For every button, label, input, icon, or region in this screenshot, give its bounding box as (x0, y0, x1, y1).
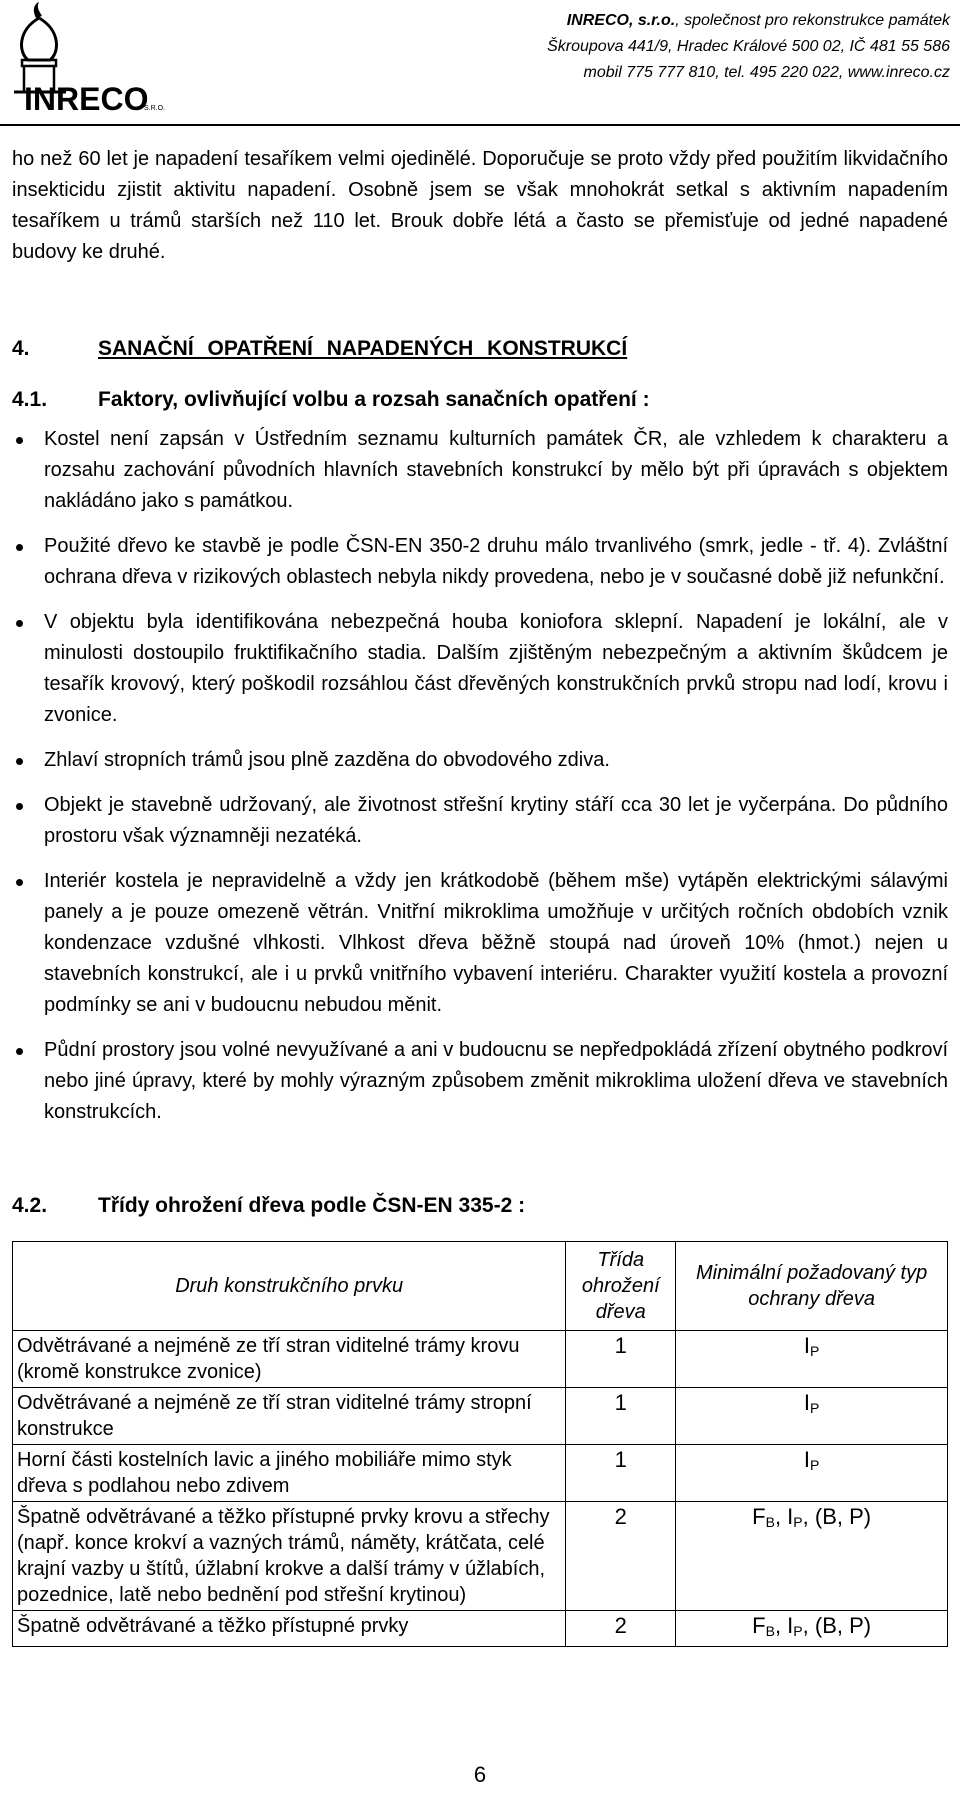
page-header (0, 0, 960, 128)
table-row (13, 1502, 948, 1611)
cell-protection (676, 1611, 948, 1647)
section-number: 4.2. (12, 1194, 48, 1217)
section-number: 4. (12, 337, 30, 360)
column-header: Druh konstrukčního prvku (13, 1242, 566, 1331)
company-logo (6, 0, 176, 118)
list-item (12, 531, 948, 593)
list-item (12, 866, 948, 1021)
list-item-text: Interiér kostela je nepravidelně a vždy jen krátkodobě (během mše) vytápěn elektrickými sálavými panely a je pouze omezeně větrán. Vnitřní mikroklima umožňuje v určitých ročních obdobích vznik kondenzace vzdušné vlhkosti. Vlhkost dřeva běžně stoupá nad úroveň 10% (hmot.) nejen u stavebních konstrukcí, ale i u prvků vnitřního vybavení interiéru. Charakter využití kostela a provozní podmínky se ani v budoucnu nebudou měnit. (44, 870, 948, 1016)
table-row (13, 1331, 948, 1388)
section-4-2-heading (12, 1194, 525, 1218)
cell-protection (676, 1388, 948, 1445)
list-item (12, 745, 948, 776)
section-title: Faktory, ovlivňující volbu a rozsah sanačních opatření : (98, 388, 650, 411)
company-name: INRECO, s.r.o. (566, 12, 676, 29)
list-item-text: Objekt je stavebně udržovaný, ale životnost střešní krytiny stáří cca 30 let je vyčerpána. Do půdního prostoru však významněji nezatéká. (44, 794, 948, 847)
company-contact: mobil 775 777 810, tel. 495 220 022, www.inreco.cz (583, 64, 950, 81)
bullet-icon (16, 437, 23, 444)
bullet-icon (16, 803, 23, 810)
cell-element: Špatně odvětrávané a těžko přístupné prvky krovu a střechy (např. konce krokví a vazných trámů, náměty, krátčata, celé krajní vazby u štítů, úžlabní krokve a další trámy v úžlabích, pozednice, latě nebo bednění pod střešní krytinou) (13, 1502, 566, 1611)
section-title: Třídy ohrožení dřeva podle ČSN-EN 335-2 : (98, 1194, 526, 1217)
protection-main: I (803, 1333, 811, 1358)
list-item-text: Zhlaví stropních trámů jsou plně zazděna do obvodového zdiva. (44, 749, 610, 771)
wood-hazard-table (12, 1241, 948, 1647)
cell-element: Horní části kostelních lavic a jiného mobiliáře mimo styk dřeva s podlahou nebo zdivem (13, 1445, 566, 1502)
logo-suffix: S.R.O. (144, 105, 166, 112)
protection-sub: P (810, 1343, 820, 1359)
cell-element: Odvětrávané a nejméně ze tří stran viditelné trámy stropní konstrukce (13, 1388, 566, 1445)
table-row (13, 1388, 948, 1445)
company-line (547, 8, 950, 34)
protection-main: I (803, 1390, 811, 1415)
protection-rest: , I (774, 1504, 794, 1529)
list-item-text: Kostel není zapsán v Ústředním seznamu kulturních památek ČR, ale vzhledem k charakteru a rozsahu zachování původních hlavních stavebních konstrukcí by mělo být při úpravách s objektem nakládáno jako s památkou. (44, 428, 948, 512)
table-row (13, 1611, 948, 1647)
column-header: Třída ohrožení dřeva (566, 1242, 676, 1331)
protection-sub: B (765, 1623, 775, 1639)
section-title: SANAČNÍ OPATŘENÍ NAPADENÝCH KONSTRUKCÍ (98, 337, 628, 360)
bullet-icon (16, 544, 23, 551)
cell-protection (676, 1502, 948, 1611)
table-row (13, 1445, 948, 1502)
list-item-text: V objektu byla identifikována nebezpečná houba koniofora sklepní. Napadení je lokální, ale v minulosti dostoupilo fruktifikačního stadia. Dalším zjištěným nebezpečným a aktivním škůdcem je tesařík krovový, který poškodil rozsáhlou část dřevěných konstrukčních prvků stropu nad lodí, krovu i zvonice. (44, 611, 948, 726)
bullet-icon (16, 620, 23, 627)
bullet-icon (16, 1048, 23, 1055)
protection-tail: , (B, P) (802, 1613, 872, 1638)
cell-class: 1 (566, 1331, 676, 1388)
cell-class: 2 (566, 1502, 676, 1611)
section-number: 4.1. (12, 388, 48, 411)
protection-main: F (752, 1613, 766, 1638)
list-item (12, 424, 948, 517)
page-number: 6 (473, 1762, 487, 1787)
section-4-1-heading (12, 388, 650, 412)
bullet-icon (16, 879, 23, 886)
protection-sub: P (810, 1457, 820, 1473)
cell-protection (676, 1331, 948, 1388)
cell-class: 1 (566, 1388, 676, 1445)
company-address: Škroupova 441/9, Hradec Králové 500 02, IČ 481 55 586 (547, 38, 950, 55)
logo-text: INRECO (24, 81, 149, 117)
header-divider (0, 124, 960, 126)
cell-class: 2 (566, 1611, 676, 1647)
intro-paragraph: ho než 60 let je napadení tesaříkem velmi ojedinělé. Doporučuje se proto vždy před použitím likvidačního insekticidu zjistit aktivitu napadení. Osobně jsem se však mnohokrát setkal s aktivním napadením tesaříkem u trámů starších než 110 let. Brouk dobře létá a často se přemisťuje od jedné napadené budovy ke druhé. (12, 148, 948, 263)
protection-sub: P (810, 1400, 820, 1416)
column-header: Minimální požadovaný typ ochrany dřeva (676, 1242, 948, 1331)
cell-element: Odvětrávané a nejméně ze tří stran viditelné trámy krovu (kromě konstrukce zvonice) (13, 1331, 566, 1388)
list-item-text: Použité dřevo ke stavbě je podle ČSN-EN 350-2 druhu málo trvanlivého (smrk, jedle - tř. 4). Zvláštní ochrana dřeva v rizikových oblastech nebyla nikdy provedena, nebo je v současné době již nefunkční. (44, 535, 948, 588)
protection-main: F (752, 1504, 766, 1529)
table-header-row (13, 1242, 948, 1331)
protection-main: I (803, 1447, 811, 1472)
list-item (12, 607, 948, 731)
logo-icon (6, 0, 176, 118)
bullet-icon (16, 758, 23, 765)
cell-class: 1 (566, 1445, 676, 1502)
section-4-heading (12, 337, 627, 361)
cell-protection (676, 1445, 948, 1502)
list-item (12, 790, 948, 852)
company-info (547, 8, 950, 86)
company-desc: , společnost pro rekonstrukce památek (675, 12, 950, 29)
list-item (12, 1035, 948, 1128)
protection-rest: , I (774, 1613, 794, 1638)
protection-tail: , (B, P) (802, 1504, 872, 1529)
factors-list (12, 424, 948, 1142)
protection-sub: P (793, 1514, 803, 1530)
cell-element: Špatně odvětrávané a těžko přístupné prvky (13, 1611, 566, 1647)
list-item-text: Půdní prostory jsou volné nevyužívané a ani v budoucnu se nepředpokládá zřízení obytného podkroví nebo jiné úpravy, které by mohly výrazným způsobem změnit mikroklima uložení dřeva ve stavebních konstrukcích. (44, 1039, 948, 1123)
protection-sub: P (793, 1623, 803, 1639)
protection-sub: B (765, 1514, 775, 1530)
